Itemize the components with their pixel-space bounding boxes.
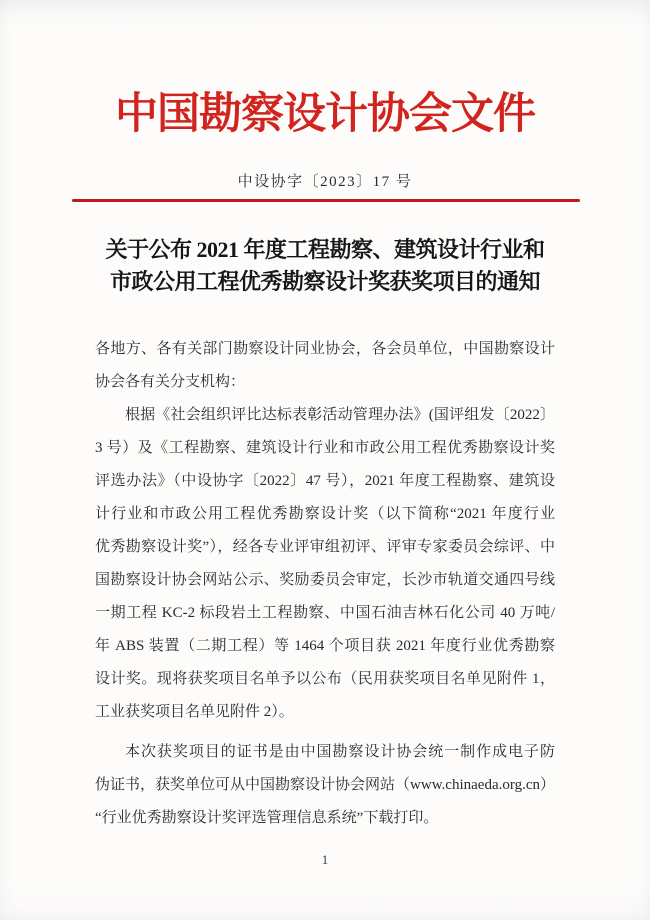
body-line: 计行业和市政公用工程优秀勘察设计奖（以下简称“2021 年度行业 (95, 506, 555, 522)
body-line: 设计奖。现将获奖项目名单予以公布（民用获奖项目名单见附件 1， (95, 671, 555, 687)
org-header-title: 中国勘察设计协会文件 (115, 91, 535, 138)
document-body (95, 333, 555, 835)
body-line: 年 ABS 装置（二期工程）等 1464 个项目获 2021 年度行业优秀勘察 (95, 638, 555, 654)
body-line: 国勘察设计协会网站公示、奖励委员会审定，长沙市轨道交通四号线 (95, 572, 555, 588)
page-number: 1 (321, 852, 329, 867)
body-line: 工业获奖项目名单见附件 2）。 (95, 704, 294, 720)
body-line: 评选办法》（中设协字〔2022〕47 号），2021 年度工程勘察、建筑设 (95, 473, 555, 489)
body-line: 3 号）及《工程勘察、建筑设计行业和市政公用工程优秀勘察设计奖 (95, 440, 555, 456)
body-line: 伪证书，获奖单位可从中国勘察设计协会网站（www.chinaeda.org.cn） (95, 777, 555, 793)
document-title-line1: 关于公布 2021 年度工程勘察、建筑设计行业和 (105, 237, 545, 262)
closing-paragraph (95, 736, 555, 835)
body-line: 协会各有关分支机构： (95, 374, 246, 390)
document-title-line2: 市政公用工程优秀勘察设计奖获奖项目的通知 (109, 269, 540, 294)
red-divider (72, 199, 580, 202)
document-title (40, 234, 610, 298)
body-line: 一期工程 KC-2 标段岩土工程勘察、中国石油吉林石化公司 40 万吨/ (95, 605, 555, 621)
body-line: “行业优秀勘察设计奖评选管理信息系统”下载打印。 (95, 810, 439, 826)
body-line: 根据《社会组织评比达标表彰活动管理办法》(国评组发〔2022〕 (125, 407, 555, 423)
body-line: 优秀勘察设计奖”），经各专业评审组初评、评审专家委员会综评、中 (95, 539, 555, 555)
body-line: 各地方、各有关部门勘察设计同业协会，各会员单位，中国勘察设计 (95, 341, 555, 357)
document-number: 中设协字〔2023〕17 号 (237, 174, 413, 190)
body-line: 本次获奖项目的证书是由中国勘察设计协会统一制作成电子防 (125, 744, 555, 760)
